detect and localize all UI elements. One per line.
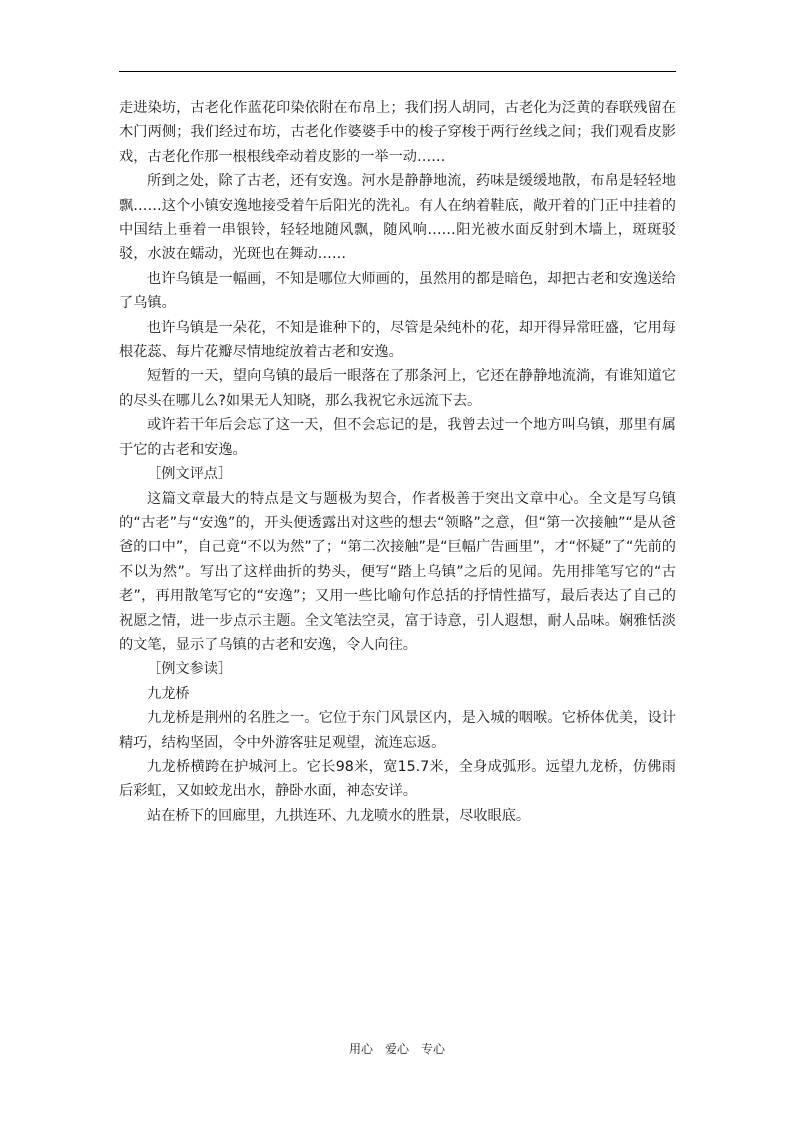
- paragraph-bridge-1: 九龙桥是荆州的名胜之一。它位于东门风景区内，是入城的咽喉。它桥体优美，设计精巧，结构坚固，令中外游客驻足观望，流连忘返。: [119, 710, 676, 751]
- paragraph-6: 或许若干年后会忘了这一天，但不会忘记的是，我曾去过一个地方叫乌镇，那里有属于它的古老和安逸。: [119, 417, 676, 458]
- page-footer: 用心 爱心 专心: [348, 1042, 445, 1056]
- paragraph-4: 也许乌镇是一朵花，不知是谁种下的，尽管是朵纯朴的花，却开得异常旺盛，它用每根花蕊、每片花瓣尽情地绽放着古老和安逸。: [119, 319, 676, 361]
- section-heading-commentary: ［例文评点］: [147, 466, 233, 483]
- paragraph-1: 走进染坊，古老化作蓝花印染依附在布帛上；我们拐人胡同，古老化为泛黄的春联残留在木门两侧；我们经过布坊，古老化作婆婆手中的梭子穿梭于两行丝线之间；我们观看皮影戏，古老化作那一根根线牵动着皮影的一举一动……: [119, 100, 676, 165]
- document-body: [119, 96, 676, 828]
- article-title: 九龙桥: [147, 685, 190, 702]
- section-heading-reference: ［例文参读］: [147, 661, 233, 678]
- paragraph-2: 所到之处，除了古老，还有安逸。河水是静静地流，药味是缓缓地散，布帛是轻轻地飘……这个小镇安逸地接受着午后阳光的洗礼。有人在纳着鞋底，敞开着的门正中挂着的中国结上垂着一串银铃，轻轻地随风飘，随风响……阳光被水面反射到木墙上，斑斑驳驳，水波在蠕动，光斑也在舞动……: [119, 173, 676, 263]
- paragraph-commentary: 这篇文章最大的特点是文与题极为契合，作者极善于突出文章中心。全文是写乌镇的“古老”与“安逸”的，开头便透露出对这些的想去“领略”之意，但“第一次接触”“是从爸爸的口中”，自己竟“不以为然”了；“第二次接触”是“巨幅广告画里”，才“怀疑”了“先前的不以为然”。写出了这样曲折的势头，便写“踏上乌镇”之后的见闻。先用排笔写它的“古老”，再用散笔写它的“安逸”；又用一些比喻句作总括的抒情性描写，最后表达了自己的祝愿之情，进一步点示主题。全文笔法空灵，富于诗意，引人遐想，耐人品味。娴雅恬淡的文笔，显示了乌镇的古老和安逸，令人向往。: [119, 490, 676, 653]
- paragraph-bridge-3: 站在桥下的回廊里，九拱连环、九龙喷水的胜景，尽收眼底。: [147, 807, 531, 824]
- paragraph-3: 也许乌镇是一幅画，不知是哪位大师画的，虽然用的都是暗色，却把古老和安逸送给了乌镇。: [119, 270, 676, 312]
- header-rule: [119, 71, 676, 72]
- paragraph-5: 短暂的一天，望向乌镇的最后一眼落在了那条河上，它还在静静地流淌，有谁知道它的尽头在哪儿么?如果无人知晓，那么我祝它永远流下去。: [119, 368, 676, 409]
- paragraph-bridge-2: 九龙桥横跨在护城河上。它长98米，宽15.7米，全身成弧形。远望九龙桥，仿佛雨后彩虹，又如蛟龙出水，静卧水面，神态安详。: [119, 758, 676, 800]
